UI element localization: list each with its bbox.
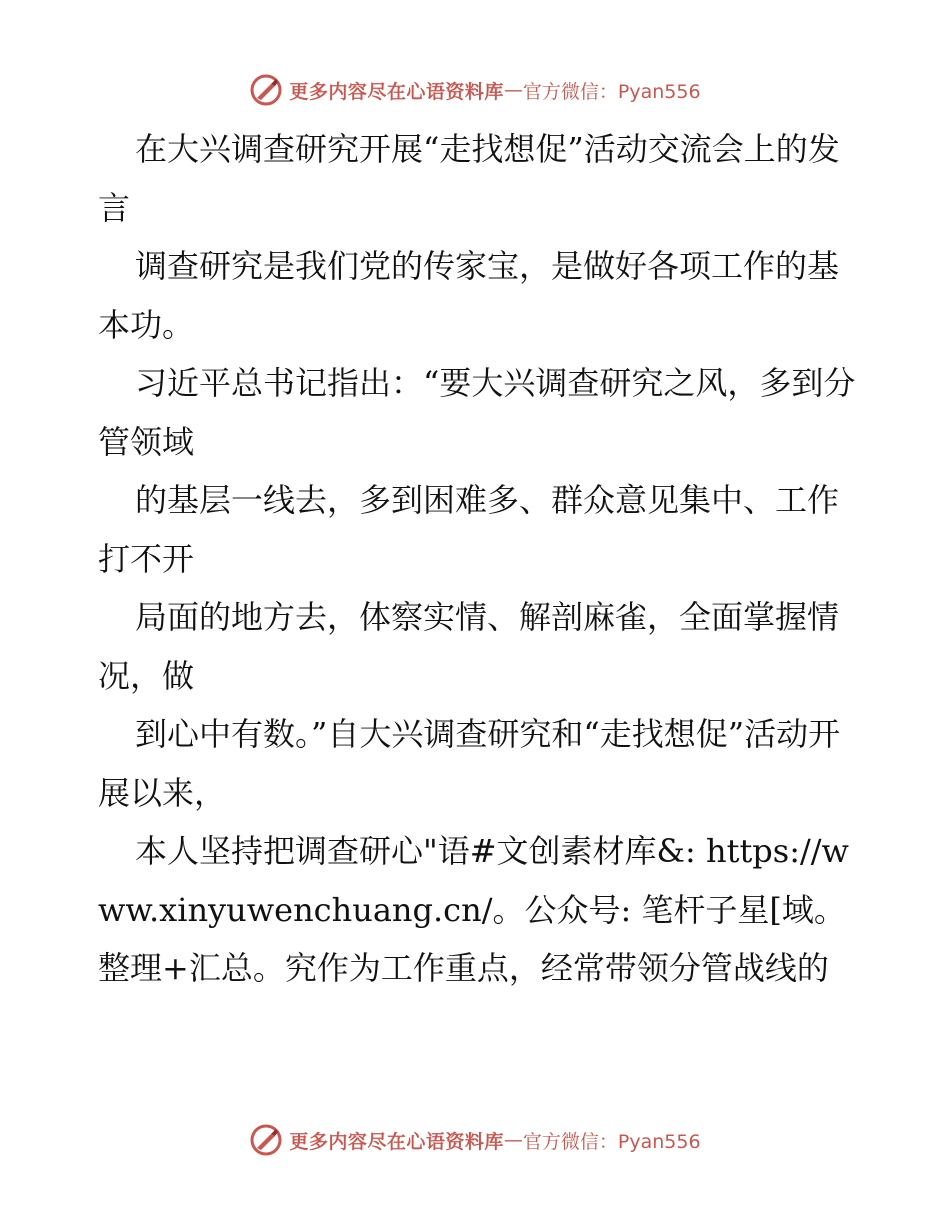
document-title: 在大兴调查研究开展“走找想促”活动交流会上的发言	[98, 130, 840, 227]
header-watermark	[0, 70, 950, 110]
watermark-dash: —	[503, 1129, 523, 1151]
paragraph: 到心中有数。”自大兴调查研究和“走找想促”活动开展以来，	[98, 715, 841, 812]
paragraph: 局面的地方去，体察实情、解剖麻雀，全面掌握情况，做	[98, 598, 840, 695]
watermark-main-text: 更多内容尽在心语资料库	[289, 80, 504, 103]
watermark-dash: —	[503, 79, 523, 101]
pen-logo-icon	[249, 73, 283, 107]
footer-watermark	[0, 1120, 950, 1160]
paragraph: 本人坚持把调查研心"语#文创素材库&: https://www.xinyuwenchuang.cn/。公众号: 笔杆子星[域。整理+汇总。究作为工作重点，经常带领分管战线的	[98, 832, 849, 987]
watermark-main-text: 更多内容尽在心语资料库	[289, 1130, 504, 1153]
watermark-suffix: 官方微信：Pyan556	[522, 80, 701, 103]
watermark-suffix: 官方微信：Pyan556	[522, 1130, 701, 1153]
paragraph: 习近平总书记指出：“要大兴调查研究之风，多到分管领域	[98, 364, 856, 461]
paragraph: 调查研究是我们党的传家宝，是做好各项工作的基本功。	[98, 247, 840, 344]
pen-logo-icon	[249, 1123, 283, 1157]
paragraph: 的基层一线去，多到困难多、群众意见集中、工作打不开	[98, 481, 840, 578]
document-body	[98, 120, 858, 998]
